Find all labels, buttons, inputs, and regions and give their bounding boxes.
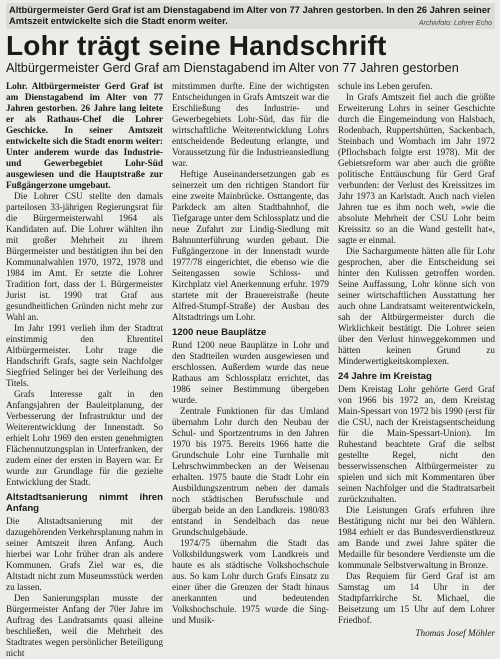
paragraph: schule ins Leben gerufen. bbox=[338, 81, 433, 91]
paragraph: Die Sachargumente hätten alle für Lohr gesprochen, aber die Entscheidung sei hinter den Kulissen getroffen worden. Seine Auffassung, Lohr könne sich von seiner wirtschaftlichen Ausstattung her auch ohne Landratsamt weiterentwickeln, sah der Altbürgermeister durch die Wirklichkeit bestätigt. Die Lohrer seien über den Verlust hinweggekommen und hätten keinen Grund zu Minderwertigkeitskomplexen. bbox=[338, 246, 495, 366]
section-heading: 24 Jahre im Kreistag bbox=[338, 371, 432, 382]
paragraph: Den Sanierungsplan musste der Bürgermeister Anfang der 70er Jahre im Auftrag des Landratsamts quasi alleine beschließen, weil die Mehrheit des Stadtrates wegen persönlicher Beteiligung nicht bbox=[6, 593, 163, 658]
paragraph: 1974/75 übernahm die Stadt das Volksbildungswerk vom Landkreis und baute es als städtische Volkshochschule aus. So kam Lohr durch Grafs Einsatz zu einer über die Grenzen der Stadt hinaus anerkannten und bedeutenden Volkshochschule. 1975 wurde die Sing- und Musik- bbox=[172, 538, 329, 625]
subheadline: Altbürgermeister Gerd Graf am Dienstagabend im Alter von 77 Jahren gestorben bbox=[6, 61, 459, 75]
paragraph: Heftige Auseinandersetzungen gab es seinerzeit um den richtigen Standort für eine zweite Mainbrücke. Osttangente, das Parkdeck am alten Stadtbahnhof, die Tiefgarage unter dem Schlossplatz und die neue Zufahrt zur Lindig-Siedlung mit Bahnunterführung wurden gebaut. Die Fußgängerzone in der Innenstadt wurde 1977/78 eingerichtet, die ebenso wie die Seitengassen sowie Schloss- und Kirchplatz viel Anerkennung erfuhr. 1979 startete mit der Brauereistraße (heute Alfred-Stumpf-Straße) der Ausbau des Altstadtrings um Lohr. bbox=[172, 169, 329, 322]
lead-paragraph bbox=[6, 81, 163, 191]
paragraph: Das Requiem für Gerd Graf ist am Samstag um 14 Uhr in der Stadtpfarrkirche St. Michael, die Beisetzung um 15 Uhr auf dem Lohrer Friedhof. bbox=[338, 571, 495, 625]
paragraph: In Grafs Amtszeit fiel auch die größte Erweiterung Lohrs in seiner Geschichte durch die Eingemeindung von Halsbach, Rodenbach, Ruppertshütten, Sackenbach, Steinbach und Wombach im Jahr 1972 (Pflochsbach folgte erst 1978). Mit der Gebietsreform war aber auch die größte politische Enttäuschung für Gerd Graf verbunden: der Verlust des Kreissitzes im Jahr 1973 an Karlstadt. Auch nach vielen Jahren tue es ihm noch weh, »wie die absolute Mehrheit der CSU Lohr beim Kreissitz so an die Wand gestellt hat«, sagte er einmal. bbox=[338, 92, 495, 245]
paragraph: Dem Kreistag Lohr gehörte Gerd Graf von 1966 bis 1972 an, dem Kreistag Main-Spessart von 1972 bis 1990 (erst für die CSU, nach der Kreistagsentscheidung für die Main-Spessart-Union). Im Ruhestand beachtete Graf die selbst gestellte Regel, nicht den besserwissenschen Altbürgermeister zu spielen und sich mit Kommentaren über seinen Nachfolger und die Stadtratsarbeit zurückzuhalten. bbox=[338, 384, 495, 504]
author-byline: Thomas Josef Möhler bbox=[415, 628, 495, 638]
photo-credit: Archivfoto: Lohrer Echo bbox=[418, 20, 492, 27]
section-heading: Altstadtsanierung nimmt ihren Anfang bbox=[6, 492, 163, 514]
paragraph: Grafs Interesse galt in den Anfangsjahren der Bauleitplanung, der Verbesserung der Infrastruktur und der Weiterentwicklung der Innenstadt. So erhielt Lohr 1969 den ersten genehmigten Flächennutzungsplan in Unterfranken, der zudem einer der ersten in Bayern war. Er wurde zur Grundlage für die gezielte Entwicklung der Stadt. bbox=[6, 389, 163, 487]
paragraph: Die Lohrer CSU stellte den damals parteilosen 33-jährigen Regierungsrat für die Bürgermeisterwahl 1964 als Kandidaten auf. Die Lohrer wählten ihn mit großer Mehrheit zu ihrem Bürgermeister und bestätigten ihn bei den Kommunalwahlen 1970, 1972, 1978 und 1984 im Amt. Er setzte die Lohrer Tradition fort, dass der 1. Bürgermeister Jurist ist. 1990 trat Graf aus gesundheitlichen Gründen nicht mehr zur Wahl an. bbox=[6, 191, 163, 322]
article-columns bbox=[6, 81, 495, 658]
caption-text: Altbürgermeister Gerd Graf ist am Dienstagabend im Alter von 77 Jahren gestorben. In den 26 Jahren seiner Amtszeit entwickelte sich die Stadt enorm weiter. bbox=[9, 4, 491, 27]
column-2 bbox=[172, 81, 329, 625]
paragraph: Rund 1200 neue Bauplätze in Lohr und den Stadtteilen wurden ausgewiesen und erschlossen. Außerdem wurde das neue Rathaus am Schlossplatz errichtet, das 1986 seiner Bestimmung übergeben wurde. bbox=[172, 340, 329, 405]
dateline: Lohr. bbox=[6, 81, 28, 91]
headline: Lohr trägt seine Handschrift bbox=[6, 30, 387, 61]
paragraph: Im Jahr 1991 verlieh ihm der Stadtrat einstimmig den Ehrentitel Altbürgermeister. Lohr trage die Handschrift Grafs, sagte sein Nachfolger Siegfried Selinger bei der Verleihung des Titels. bbox=[6, 323, 163, 388]
column-3 bbox=[338, 81, 495, 638]
section-heading: 1200 neue Bauplätze bbox=[172, 327, 267, 338]
paragraph: mitstimmen durfte. Eine der wichtigsten Entscheidungen in Grafs Amtszeit war die Erschließung des Industrie- und Gewerbegebiets Lohr-Süd, das für die wirtschaftliche Weiterentwicklung Lohrs entscheidende Bedeutung erlangte, und Voraussetzung für die Industrieansiedlung war. bbox=[172, 81, 329, 168]
column-1 bbox=[6, 81, 163, 658]
lead-text: Altbürgermeister Gerd Graf ist am Dienstagabend im Alter von 77 Jahren gestorben. 26 Jahre lang leitete er als Rathaus-Chef die Lohrer Geschicke. In seiner Amtszeit entwickelte sich die Stadt enorm weiter: Unter anderem wurde das Industrie- und Gewerbegebiet Lohr-Süd ausgewiesen und die Hauptstraße zur Fußgängerzone umgebaut. bbox=[6, 81, 163, 190]
paragraph: Die Altstadtsanierung mit der dazugehörenden Verkehrsplanung nahm in seiner Amtszeit ihren Anfang. Auch hierbei war Lohr früher dran als andere Kommunen. Grafs Ziel war es, die Altstadt nicht zum Museumsstück werden zu lassen. bbox=[6, 516, 163, 592]
photo-caption bbox=[6, 3, 495, 29]
paragraph: Zentrale Funktionen für das Umland übernahm Lohr durch den Neubau der Schul- und Sportzentrums in den Jahren 1970 bis 1975. Bereits 1966 hatte die Grundschule Lohr eine Turnhalle mit Lehrschwimmbecken an der Weisenau erhalten. 1975 baute die Stadt Lohr ein Ausbildungszentrum neben der damals noch städtischen Berufsschule und übergab beide an den Landkreis. 1980/83 entstand in Sendelbach das neue Grundschulgebäude. bbox=[172, 406, 329, 537]
paragraph: Die Leistungen Grafs erfuhren ihre Bestätigung nicht nur bei den Wählern. 1984 erhielt er das Bundesverdienstkreuz am Bande und zwei Jahre später die Medaille für besondere Verdienste um die kommunale Selbstverwaltung in Bronze. bbox=[338, 505, 495, 570]
